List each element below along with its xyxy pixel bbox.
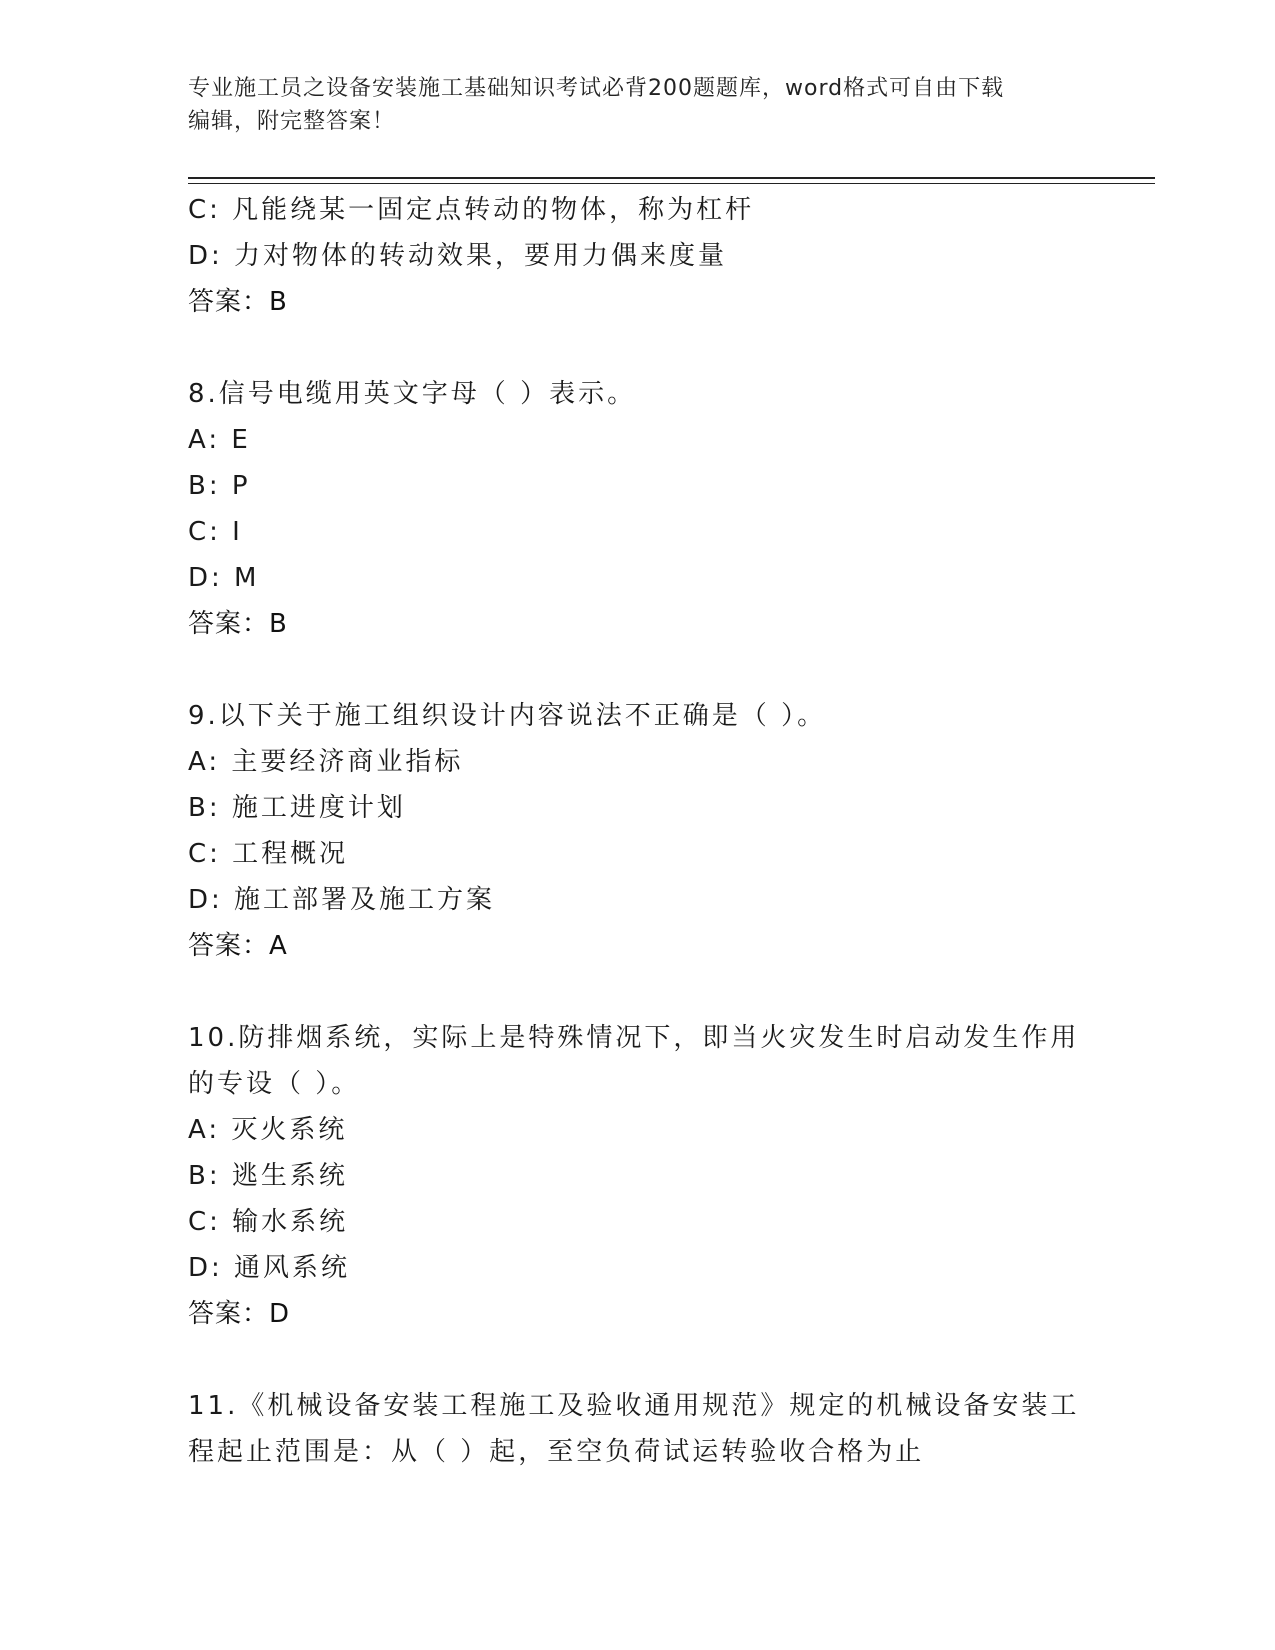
option-a: A: E <box>188 425 251 455</box>
question-block-7-continued <box>188 187 1088 325</box>
question-block-9 <box>188 693 1088 969</box>
header-divider-thin <box>188 183 1155 184</box>
document-body <box>188 187 1088 1475</box>
question-stem: 8.信号电缆用英文字母（ ）表示。 <box>188 379 637 409</box>
option-a: A: 灭火系统 <box>188 1115 348 1145</box>
question-stem-line-1: 10.防排烟系统，实际上是特殊情况下，即当火灾发生时启动发生作用 <box>188 1023 1080 1053</box>
header-line-1: 专业施工员之设备安装施工基础知识考试必背200题题库，word格式可自由下载 <box>188 76 1005 101</box>
option-d: D: 施工部署及施工方案 <box>188 885 496 915</box>
answer-label: 答案：B <box>188 609 288 639</box>
option-b: B: 施工进度计划 <box>188 793 406 823</box>
option-c: C: I <box>188 517 243 547</box>
question-block-11 <box>188 1383 1088 1475</box>
option-b: B: 逃生系统 <box>188 1161 348 1191</box>
answer-label: 答案：A <box>188 931 288 961</box>
header-divider-thick <box>188 177 1155 179</box>
option-d: D: 通风系统 <box>188 1253 351 1283</box>
question-stem-line-2: 程起止范围是：从（ ）起，至空负荷试运转验收合格为止 <box>188 1437 925 1467</box>
option-c: C: 输水系统 <box>188 1207 349 1237</box>
header-line-2: 编辑，附完整答案！ <box>188 109 396 134</box>
spacer <box>188 325 1088 371</box>
question-stem-line-1: 11.《机械设备安装工程施工及验收通用规范》规定的机械设备安装工 <box>188 1391 1080 1421</box>
option-d: D: M <box>188 563 260 593</box>
question-block-8 <box>188 371 1088 647</box>
option-c: C: 工程概况 <box>188 839 349 869</box>
option-a: A: 主要经济商业指标 <box>188 747 464 777</box>
document-header <box>188 72 1088 138</box>
spacer <box>188 647 1088 693</box>
option-d: D: 力对物体的转动效果，要用力偶来度量 <box>188 241 728 271</box>
spacer <box>188 969 1088 1015</box>
answer-label: 答案：D <box>188 1299 291 1329</box>
question-stem: 9.以下关于施工组织设计内容说法不正确是（ ）。 <box>188 701 827 731</box>
option-c: C: 凡能绕某一固定点转动的物体，称为杠杆 <box>188 195 755 225</box>
option-b: B: P <box>188 471 251 501</box>
spacer <box>188 1337 1088 1383</box>
question-block-10 <box>188 1015 1088 1337</box>
question-stem-line-2: 的专设（ ）。 <box>188 1069 361 1099</box>
answer-label: 答案：B <box>188 287 288 317</box>
